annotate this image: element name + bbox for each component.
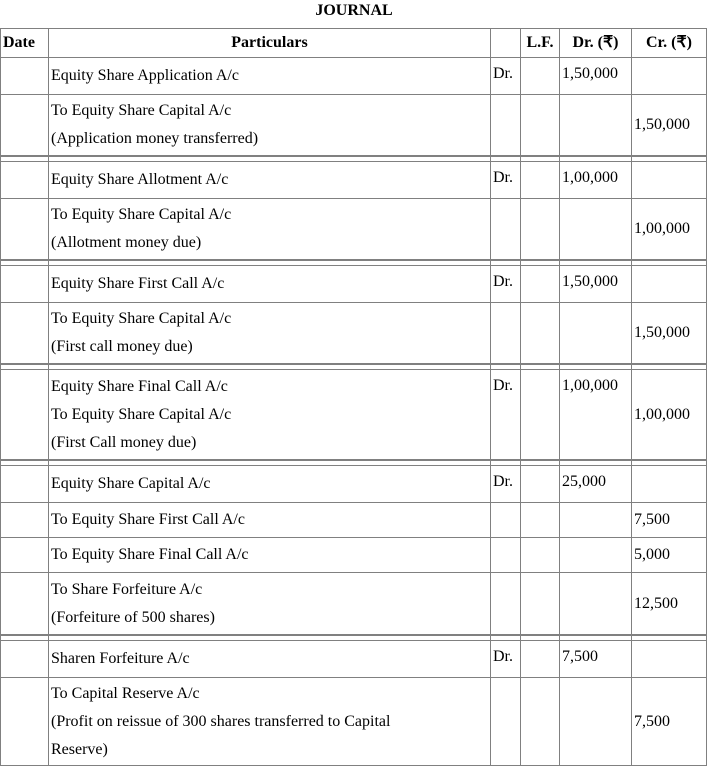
- table-row: [0, 466, 707, 503]
- table-row: [0, 266, 707, 303]
- cr-amount: 1,50,000: [632, 95, 707, 156]
- credit-account: To Equity Share Final Call A/c: [49, 538, 491, 573]
- credit-particulars: [49, 303, 491, 364]
- lf-cell: [521, 678, 560, 766]
- credit-account: To Share Forfeiture A/c: [51, 580, 203, 598]
- credit-account: To Equity Share First Call A/c: [49, 503, 491, 538]
- debit-account: Equity Share Allotment A/c: [49, 162, 491, 199]
- date-cell: [0, 466, 49, 503]
- debit-account: Equity Share Capital A/c: [49, 466, 491, 503]
- lf-cell: [521, 266, 560, 303]
- header-date: Date: [0, 28, 49, 58]
- debit-account: Equity Share Final Call A/c: [51, 377, 228, 395]
- credit-particulars: [49, 678, 491, 766]
- header-lf: L.F.: [521, 28, 560, 58]
- table-row: [0, 162, 707, 199]
- header-dr: Dr. (₹): [560, 28, 632, 58]
- date-cell: [0, 303, 49, 364]
- date-cell: [0, 503, 49, 538]
- cr-amount: [632, 641, 707, 678]
- cr-amount: [632, 58, 707, 95]
- lf-cell: [521, 641, 560, 678]
- dr-amount: 1,50,000: [560, 58, 632, 95]
- dr-amount: 25,000: [560, 466, 632, 503]
- dr-amount: 1,00,000: [560, 162, 632, 199]
- debit-account: Equity Share First Call A/c: [49, 266, 491, 303]
- dr-marker: [491, 303, 521, 364]
- date-cell: [0, 266, 49, 303]
- cr-amount: [632, 466, 707, 503]
- dr-amount: [560, 303, 632, 364]
- credit-account: To Equity Share Capital A/c: [51, 206, 232, 223]
- date-cell: [0, 199, 49, 260]
- cr-amount: 1,50,000: [632, 303, 707, 364]
- date-cell: [0, 678, 49, 766]
- credit-account: To Equity Share Capital A/c: [51, 102, 232, 119]
- dr-marker: [491, 95, 521, 156]
- dr-marker: Dr.: [491, 370, 521, 460]
- narration: (Profit on reissue of 300 shares transferred to Capital: [51, 712, 391, 730]
- lf-cell: [521, 95, 560, 156]
- lf-cell: [521, 199, 560, 260]
- cr-amount: [632, 266, 707, 303]
- cr-amount: 7,500: [632, 678, 707, 766]
- table-row: [0, 199, 707, 260]
- dr-amount: [560, 199, 632, 260]
- credit-account: To Capital Reserve A/c: [51, 684, 200, 702]
- lf-cell: [521, 466, 560, 503]
- table-row: [0, 503, 707, 538]
- debit-account: Sharen Forfeiture A/c: [49, 641, 491, 678]
- date-cell: [0, 538, 49, 573]
- dr-marker: [491, 503, 521, 538]
- table-row: [0, 58, 707, 95]
- header-row: [0, 28, 707, 58]
- credit-account: To Equity Share Capital A/c: [51, 310, 232, 327]
- cr-amount: 5,000: [632, 538, 707, 573]
- table-row: [0, 95, 707, 156]
- dr-amount: 1,50,000: [560, 266, 632, 303]
- lf-cell: [521, 58, 560, 95]
- credit-particulars: [49, 95, 491, 156]
- table-row: [0, 370, 707, 460]
- dr-marker: [491, 573, 521, 635]
- cr-amount: 12,500: [632, 573, 707, 635]
- table-row: [0, 641, 707, 678]
- narration: (First Call money due): [51, 433, 197, 451]
- journal-table: [0, 28, 707, 766]
- cr-amount: 1,00,000: [632, 199, 707, 260]
- lf-cell: [521, 303, 560, 364]
- debit-account: Equity Share Application A/c: [49, 58, 491, 95]
- header-particulars: Particulars: [49, 28, 491, 58]
- narration: (Forfeiture of 500 shares): [51, 608, 215, 626]
- combined-particulars: [49, 370, 491, 460]
- date-cell: [0, 641, 49, 678]
- narration: (Application money transferred): [51, 130, 259, 147]
- dr-marker: [491, 538, 521, 573]
- dr-amount: [560, 678, 632, 766]
- dr-marker: [491, 678, 521, 766]
- dr-amount: [560, 503, 632, 538]
- header-blank: [491, 28, 521, 58]
- credit-account: To Equity Share Capital A/c: [51, 405, 232, 423]
- dr-amount: [560, 538, 632, 573]
- date-cell: [0, 95, 49, 156]
- date-cell: [0, 370, 49, 460]
- date-cell: [0, 573, 49, 635]
- cr-amount: [632, 162, 707, 199]
- table-row: [0, 678, 707, 766]
- narration: (Allotment money due): [51, 234, 202, 251]
- dr-amount: [560, 573, 632, 635]
- header-cr: Cr. (₹): [632, 28, 707, 58]
- cr-amount: 1,00,000: [632, 370, 707, 460]
- dr-marker: Dr.: [491, 162, 521, 199]
- narration: (First call money due): [51, 338, 193, 355]
- dr-marker: Dr.: [491, 466, 521, 503]
- lf-cell: [521, 503, 560, 538]
- lf-cell: [521, 370, 560, 460]
- table-row: [0, 538, 707, 573]
- narration-continued: Reserve): [51, 740, 108, 758]
- dr-marker: Dr.: [491, 641, 521, 678]
- credit-particulars: [49, 573, 491, 635]
- dr-marker: Dr.: [491, 58, 521, 95]
- cr-amount: 7,500: [632, 503, 707, 538]
- lf-cell: [521, 538, 560, 573]
- journal-title: JOURNAL: [315, 2, 393, 19]
- date-cell: [0, 58, 49, 95]
- table-row: [0, 573, 707, 635]
- date-cell: [0, 162, 49, 199]
- dr-marker: Dr.: [491, 266, 521, 303]
- lf-cell: [521, 573, 560, 635]
- dr-amount: 1,00,000: [560, 370, 632, 460]
- lf-cell: [521, 162, 560, 199]
- credit-particulars: [49, 199, 491, 260]
- dr-amount: [560, 95, 632, 156]
- dr-amount: 7,500: [560, 641, 632, 678]
- dr-marker: [491, 199, 521, 260]
- table-row: [0, 303, 707, 364]
